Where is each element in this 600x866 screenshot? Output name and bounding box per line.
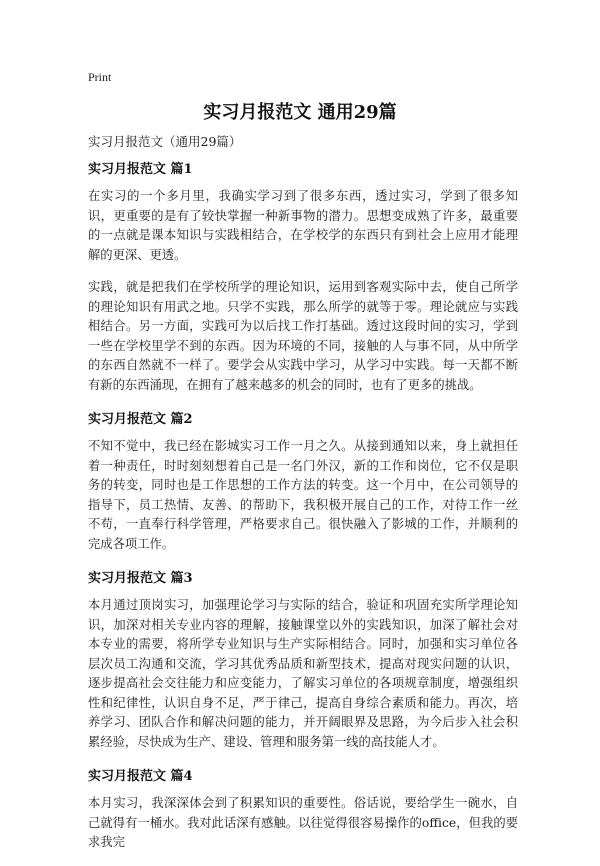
section-heading-1: 实习月报范文 篇1	[88, 162, 193, 177]
section-heading-4: 实习月报范文 篇4	[88, 769, 193, 784]
paragraph: 本月通过顶岗实习，加强理论学习与实际的结合，验证和巩固充实所学理论知识，加深对相关专业内容的理解，接触课堂以外的实践知识，加深了解社会对本专业的需要，将所学专业知识与生产实际相结合。同时，加强和实习单位各层次员工沟通和交流，学习其优秀品质和新型技术，提高对现实问题的认识，逐步提高社会交往能力和应变能力，了解实习单位的各项规章制度，增强组织性和纪律性，认识自身不足，严于律己，提高自身综合素质和能力。再次，培养学习、团队合作和解决问题的能力，并开阔眼界及思路，为今后步入社会积累经验，尽快成为生产、建设、管理和服务第一线的高技能人才。	[88, 598, 518, 749]
paragraph: 本月实习，我深深体会到了积累知识的重要性。俗话说，要给学生一碗水，自己就得有一桶水。我对此话深有感触。以往觉得很容易操作的office，但我的要求我完	[88, 796, 518, 849]
print-link[interactable]: Print	[88, 70, 112, 84]
paragraph: 不知不觉中，我已经在影城实习工作一月之久。从接到通知以来，身上就担任着一种责任，时时刻刻想着自己是一名门外汉，新的工作和岗位，它不仅是职务的转变，同时也是工作思想的工作方法的转变。这一个月中，在公司领导的指导下，员工热情、友善、的帮助下，我积极开展自己的工作，对待工作一丝不苟，一直奉行科学管理，严格要求自己。很快融入了影城的工作，并顺利的完成各项工作。	[88, 439, 518, 551]
section-heading-2: 实习月报范文 篇2	[88, 412, 193, 427]
page-title: 实习月报范文 通用29篇	[203, 102, 397, 123]
paragraph: 实践，就是把我们在学校所学的理论知识，运用到客观实际中去，使自己所学的理论知识有用武之地。只学不实践，那么所学的就等于零。理论就应与实践相结合。另一方面，实践可为以后找工作打基础。透过这段时间的实习，学到一些在学校里学不到的东西。因为环境的不同，接触的人与事不同，从中所学的东西自然就不一样了。要学会从实践中学习，从学习中实践。每一天都不断有新的东西涌现，在拥有了越来越多的机会的同时，也有了更多的挑战。	[88, 280, 518, 392]
section-heading-3: 实习月报范文 篇3	[88, 571, 193, 586]
paragraph: 在实习的一个多月里，我确实学习到了很多东西，透过实习，学到了很多知识，更重要的是有了较快掌握一种新事物的潜力。思想变成熟了许多，最重要的一点就是课本知识与实践相结合，在学校学的东西只有到社会上应用才能理解的更深、更透。	[88, 189, 518, 262]
document-subtitle: 实习月报范文（通用29篇）	[88, 134, 242, 149]
document-body	[88, 158, 518, 866]
